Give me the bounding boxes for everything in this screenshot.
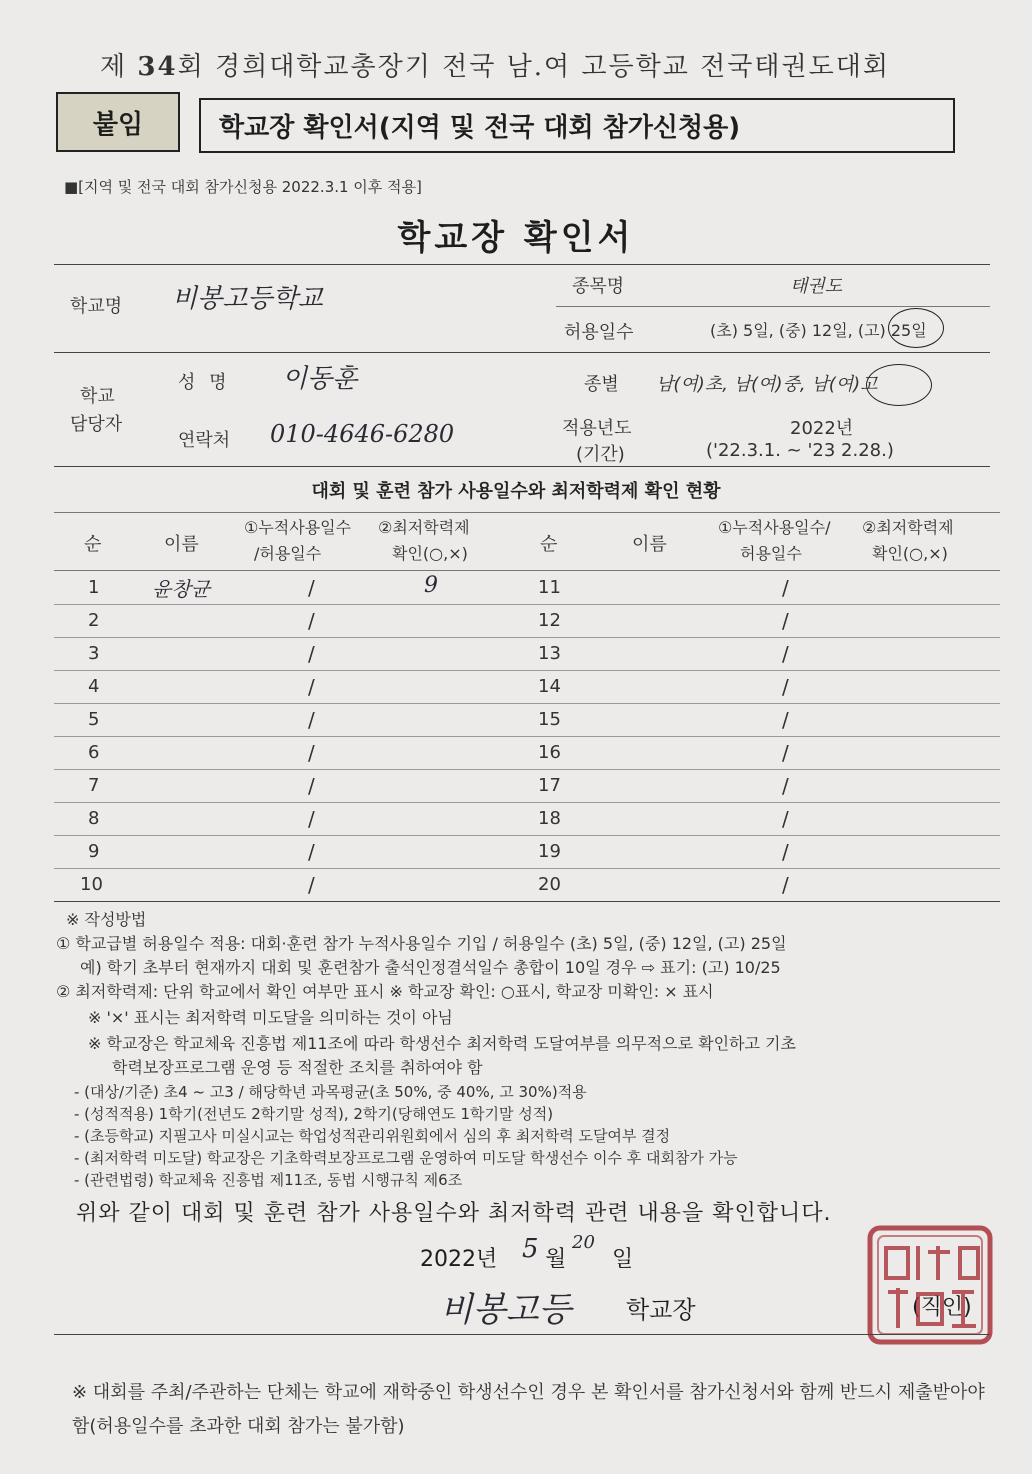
row-divider	[54, 703, 1000, 704]
date-day-label: 일	[612, 1247, 634, 1272]
row-days-right: /	[782, 741, 789, 765]
document-title: 학교장 확인서	[397, 218, 635, 258]
col-header-name-right: 이름	[632, 534, 667, 555]
person-label-2: 담당자	[70, 414, 123, 435]
col-header-min-right-2: 확인(○,×)	[872, 544, 948, 563]
row-days: /	[308, 675, 315, 699]
confirm-sentence: 위와 같이 대회 및 훈련 참가 사용일수와 최저학력 관련 내용을 확인합니다.	[76, 1201, 832, 1226]
school-name-value: 비봉고등학교	[172, 284, 323, 314]
signature-school: 비봉고등	[440, 1290, 572, 1330]
year-period: ('22.3.1. ~ '23 2.28.)	[706, 440, 894, 461]
row-divider	[54, 604, 1000, 605]
row-number: 5	[88, 709, 100, 730]
row-number: 4	[88, 676, 100, 697]
name-value: 이동훈	[282, 364, 358, 394]
row-days: /	[308, 774, 315, 798]
category-value: 남(여)초, 남(여)중, 남(여)고	[656, 374, 878, 395]
col-header-no: 순	[84, 534, 102, 555]
note-line: - (관련법령) 학교체육 진흥법 제11조, 동법 시행규칙 제6조	[74, 1171, 463, 1189]
row-number-right: 12	[538, 610, 561, 631]
note-line: - (성적적용) 1학기(전년도 2학기말 성적), 2학기(당해연도 1학기말 성적)	[74, 1105, 554, 1123]
row-number: 7	[88, 775, 100, 796]
row-number: 3	[88, 643, 100, 664]
note-line: ① 학교급별 허용일수 적용: 대회·훈련 참가 누적사용일수 기입 / 허용일수 (초) 5일, (중) 12일, (고) 25일	[56, 934, 787, 953]
row-number: 1	[88, 577, 100, 598]
date-month-label: 월	[545, 1247, 567, 1272]
row-divider	[54, 868, 1000, 869]
category-label: 종별	[584, 374, 619, 395]
allowed-days-label: 허용일수	[564, 322, 634, 343]
row-days: /	[308, 708, 315, 732]
row-number-right: 13	[538, 643, 561, 664]
attachment-badge: 붙임	[56, 92, 180, 152]
row-number: 2	[88, 610, 100, 631]
row-days: /	[308, 609, 315, 633]
person-label-1: 학교	[80, 386, 115, 407]
col-header-min-1: ②최저학력제	[378, 518, 470, 537]
date-day-number: 20	[572, 1232, 595, 1253]
row-days: /	[308, 642, 315, 666]
col-header-min-2: 확인(○,×)	[392, 544, 468, 563]
col-header-days-right-2: 허용일수	[740, 544, 802, 563]
row-days-right: /	[782, 840, 789, 864]
year-label-1: 적용년도	[562, 418, 632, 439]
col-header-name: 이름	[164, 534, 199, 555]
row-days: /	[308, 873, 315, 897]
row-name: 윤창균	[152, 577, 210, 601]
scope-note: ■[지역 및 전국 대회 참가신청용 2022.3.1 이후 적용]	[64, 178, 422, 196]
row-days: /	[308, 840, 315, 864]
row-divider	[54, 670, 1000, 671]
col-header-min-right-1: ②최저학력제	[862, 518, 954, 537]
row-divider	[54, 736, 1000, 737]
row-number-right: 19	[538, 841, 561, 862]
row-days-right: /	[782, 807, 789, 831]
row-number-right: 15	[538, 709, 561, 730]
note-line: 예) 학기 초부터 현재까지 대회 및 훈련참가 출석인정결석일수 총합이 10일 경우 ⇨ 표기: (고) 10/25	[80, 958, 781, 977]
note-line: 학력보장프로그램 운영 등 적절한 조치를 취하여야 함	[112, 1058, 483, 1077]
row-days-right: /	[782, 873, 789, 897]
date-year: 2022년	[420, 1247, 498, 1272]
contact-label: 연락처	[178, 430, 231, 451]
row-check: 9	[424, 573, 438, 598]
note-line: - (초등학교) 지필고사 미실시교는 학업성적관리위원회에서 심의 후 최저학력 도달여부 결정	[74, 1127, 671, 1145]
row-number-right: 14	[538, 676, 561, 697]
row-number: 9	[88, 841, 100, 862]
row-number: 10	[80, 874, 103, 895]
official-seal-icon	[864, 1222, 996, 1348]
col-header-days-1: ①누적사용일수	[244, 518, 352, 537]
date-month-number: 5	[522, 1234, 539, 1264]
year-label-2: (기간)	[576, 444, 625, 465]
row-number-right: 20	[538, 874, 561, 895]
row-number-right: 16	[538, 742, 561, 763]
row-days: /	[308, 576, 315, 600]
row-divider	[54, 802, 1000, 803]
row-number-right: 17	[538, 775, 561, 796]
row-days-right: /	[782, 576, 789, 600]
school-name-label: 학교명	[70, 296, 123, 317]
note-line: - (최저학력 미도달) 학교장은 기초학력보장프로그램 운영하여 미도달 학생선수 이수 후 대회참가 가능	[74, 1149, 738, 1167]
row-days: /	[308, 807, 315, 831]
name-label: 성 명	[178, 372, 231, 393]
note-line: ※ 작성방법	[66, 910, 147, 929]
row-divider	[54, 637, 1000, 638]
principal-label: 학교장	[626, 1296, 696, 1324]
note-line: ② 최저학력제: 단위 학교에서 확인 여부만 표시 ※ 학교장 확인: ○표시, 학교장 미확인: × 표시	[56, 982, 714, 1001]
note-line: ※ 학교장은 학교체육 진흥법 제11조에 따라 학생선수 최저학력 도달여부를 의무적으로 확인하고 기초	[88, 1034, 796, 1053]
row-number-right: 18	[538, 808, 561, 829]
col-header-days-2: /허용일수	[254, 544, 322, 563]
note-line: - (대상/기준) 초4 ~ 고3 / 해당학년 과목평균(초 50%, 중 40%, 고 30%)적용	[74, 1083, 587, 1101]
row-days: /	[308, 741, 315, 765]
year-value: 2022년	[790, 418, 854, 439]
row-number: 8	[88, 808, 100, 829]
row-days-right: /	[782, 774, 789, 798]
seal-label: (직인)	[912, 1295, 972, 1320]
row-number: 6	[88, 742, 100, 763]
header-title-box: 학교장 확인서(지역 및 전국 대회 참가신청용)	[199, 98, 955, 153]
event-title: 제 34회 경희대학교총장기 전국 남.여 고등학교 전국태권도대회	[100, 52, 890, 82]
sport-value: 태권도	[790, 276, 843, 297]
row-days-right: /	[782, 609, 789, 633]
row-days-right: /	[782, 642, 789, 666]
row-days-right: /	[782, 675, 789, 699]
row-number-right: 11	[538, 577, 561, 598]
circle-mark-female	[866, 364, 932, 406]
row-days-right: /	[782, 708, 789, 732]
contact-value: 010-4646-6280	[270, 420, 455, 448]
row-divider	[54, 769, 1000, 770]
row-divider	[54, 835, 1000, 836]
col-header-days-right-1: ①누적사용일수/	[718, 518, 831, 537]
col-header-no-right: 순	[540, 534, 558, 555]
allowed-days-value: (초) 5일, (중) 12일, (고) 25일	[710, 321, 927, 340]
footer-note: ※ 대회를 주최/주관하는 단체는 학교에 재학중인 학생선수인 경우 본 확인서를 참가신청서와 함께 반드시 제출받아야 함(허용일수를 초과한 대회 참가는 불가함)	[72, 1382, 985, 1437]
circle-mark-high-school	[888, 308, 944, 348]
table-title: 대회 및 훈련 참가 사용일수와 최저학력제 확인 현황	[311, 481, 721, 502]
sport-label: 종목명	[572, 276, 625, 297]
note-line: ※ '×' 표시는 최저학력 미도달을 의미하는 것이 아님	[88, 1008, 453, 1027]
